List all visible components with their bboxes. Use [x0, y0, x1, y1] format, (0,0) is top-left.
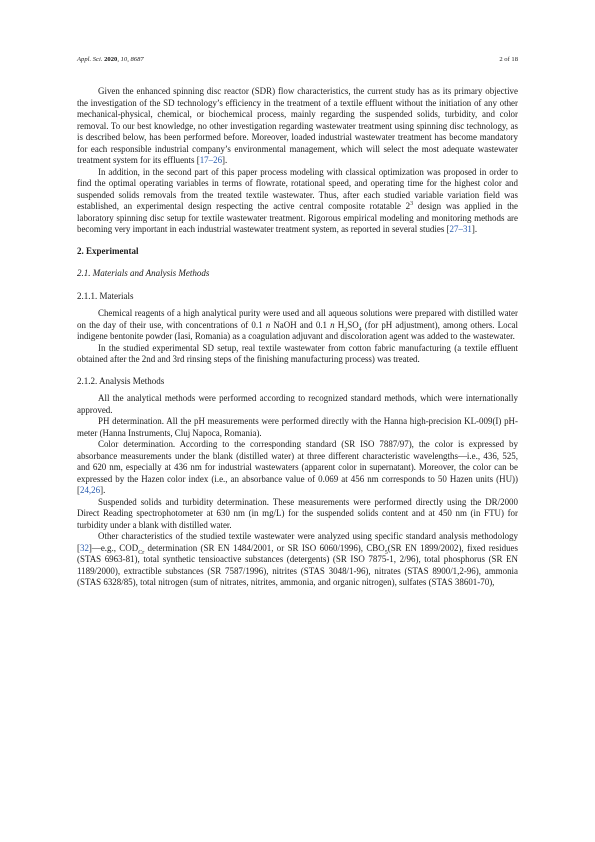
- subscript: 4: [358, 326, 362, 333]
- text: Given the enhanced spinning disc reactor (SDR) flow characteristics, the current study has as its primary objective the investigation of the SD technology’s efficiency in the treatment of a textile effluent without the initiation of any other mechanical-physical, chemical, or biochemical process, mainly regarding the suspended solids, turbidity, and color removal. To our best knowledge, no other investigation regarding wastewater treatment using spinning disc technology, as is described below, has been performed before. Moreover, loaded industrial wastewater treatment has become mandatory for each responsible industrial company’s environmental management, which will select the most adequate wastewater treatment system for its effluents [: [77, 86, 518, 165]
- subscript: 2: [344, 326, 348, 333]
- text: SO: [347, 319, 359, 330]
- text: (SR EN 1899/2002), fixed residues (STAS 6963-81), total synthetic tensioactive substances (detergents) (SR ISO 7875-1, 2/96), total phosphorus (SR EN 1189/2000), extractible substances (SR 7587/1996), nitrites (STAS 3048/1-96), nitrates (STAS 8900/1,2-96), ammonia (STAS 6328/85), total nitrogen (sum of nitrates, nitrites, ammonia, and organic nitrogen), sulfates (STAS 38601-70),: [77, 542, 518, 587]
- text: design was applied in the laboratory spinning disc setup for textile wastewater treatment. Rigorous empirical modeling and monitoring methods are becoming very important in each industrial wastewater treatment system, as reported in several studies [: [77, 201, 518, 234]
- intro-paragraph-2: [77, 167, 518, 236]
- journal-volume: , 10, 8687: [117, 56, 144, 63]
- superscript: 3: [410, 201, 414, 208]
- citation-link[interactable]: 24,26: [79, 485, 101, 495]
- subsection-heading: 2.1. Materials and Analysis Methods: [77, 268, 210, 278]
- citation-link[interactable]: 32: [79, 542, 89, 553]
- journal-citation: [77, 56, 144, 63]
- analysis-paragraph-3: [77, 439, 518, 497]
- text: ].: [100, 485, 106, 495]
- materials-paragraph-2: In the studied experimental SD setup, real textile wastewater from cotton fabric manufacturing (a textile effluent obtained after the 2nd and 3rd rinsing steps of the finishing manufacturing process) was treated.: [77, 342, 518, 364]
- normality-symbol: n: [330, 319, 335, 330]
- subsubsection-heading: 2.1.2. Analysis Methods: [77, 375, 165, 386]
- text: In addition, in the second part of this paper process modeling with classical optimization was proposed in order to find the optimal operating variables in terms of flowrate, rotational speed, and operating time for the highest color and suspended solids removals from the treated textile wastewater. Thus, after each studied variable variation field was established, an experimental design respecting the active central composite rotatable 2: [77, 166, 518, 211]
- text: Chemical reagents of a high analytical purity were used and all aqueous solutions were prepared with distilled water on the day of their use, with concentrations of 0.1: [77, 308, 518, 330]
- journal-year: 2020: [104, 56, 118, 63]
- subscript: 5: [384, 549, 388, 556]
- analysis-paragraph-5: [77, 531, 518, 589]
- text: Other characteristics of the studied textile wastewater were analyzed using specific standard analysis methodology [: [77, 531, 518, 553]
- subsubsection-heading: 2.1.1. Materials: [77, 290, 134, 301]
- page-header: [77, 56, 518, 68]
- citation-link[interactable]: 27–31: [449, 224, 472, 234]
- text: (for pH adjustment), among others. Local indigene bentonite powder (Iasi, Romania) as a coagulation adjuvant and discoloration agent was added to the wastewater.: [77, 319, 518, 341]
- text: ].: [222, 155, 228, 165]
- materials-paragraph-1: [77, 308, 518, 343]
- text: determination (SR EN 1484/2001, or SR ISO 6060/1996), CBO: [144, 542, 385, 553]
- journal-name: Appl. Sci.: [77, 56, 103, 63]
- text: ].: [471, 224, 478, 234]
- analysis-paragraph-2: PH determination. All the pH measurements were performed directly with the Hanna high-precision KL-009(I) pH-meter (Hanna Instruments, Cluj Napoca, Romania).: [77, 416, 518, 438]
- intro-paragraph-1: [77, 86, 518, 167]
- citation-link[interactable]: 17–26: [199, 155, 223, 165]
- section-heading: 2. Experimental: [77, 245, 139, 256]
- normality-symbol: n: [265, 319, 271, 330]
- text: ]—e.g., COD: [88, 542, 139, 553]
- subscript: Cr: [138, 549, 145, 556]
- page-number: 2 of 18: [499, 56, 518, 63]
- text: Color determination. According to the corresponding standard (SR ISO 7887/97), the color is expressed by absorbance measurements under the blank (distilled water) at three different characteristic wavelengths—i.e., 436, 525, and 620 nm, especially at 436 nm for industrial wastewaters (apparent color in supernatant). Moreover, the color can be expressed by the Hazen color index (i.e., an absorbance value of 0.069 at 456 nm corresponds to 50 Hazen units (HU)) [: [77, 439, 518, 495]
- text: H: [334, 319, 345, 330]
- analysis-paragraph-1: All the analytical methods were performed according to recognized standard methods, which were internationally approved.: [77, 393, 518, 415]
- article-body: [77, 86, 518, 589]
- text: NaOH and 0.1: [270, 319, 331, 330]
- analysis-paragraph-4: Suspended solids and turbidity determination. These measurements were performed directly using the DR/2000 Direct Reading spectrophotometer at 630 nm (in mg/L) for the suspended solids content and at 450 nm (in FTU) for turbidity under a blank with distilled water.: [77, 496, 518, 530]
